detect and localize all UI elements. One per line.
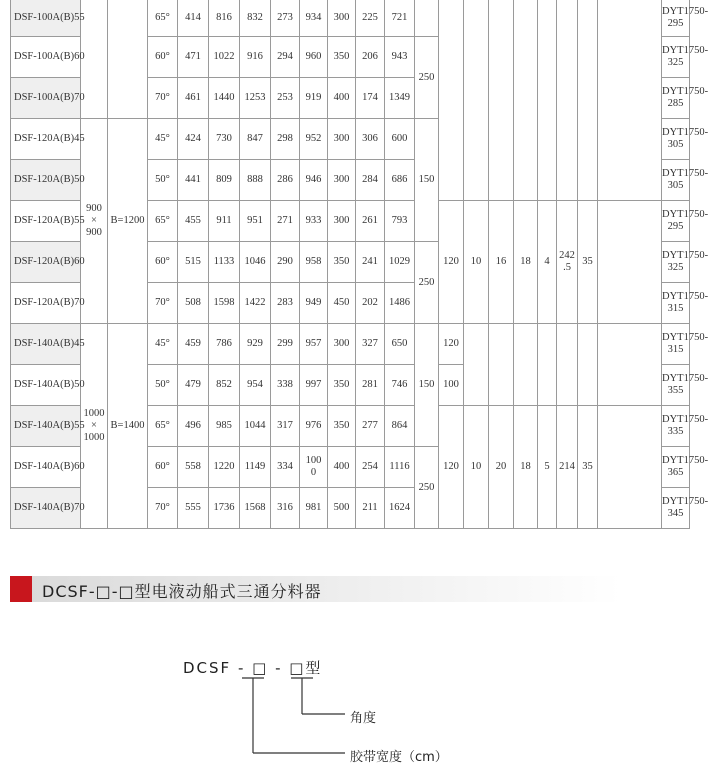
value-cell: 1736 [209, 488, 240, 529]
value-cell: 949 [300, 283, 328, 324]
value-cell: 793 [385, 201, 415, 242]
angle-cell: 65° [148, 406, 178, 447]
value-cell: 500 [328, 488, 356, 529]
value-cell: 985 [209, 406, 240, 447]
section-header [10, 576, 689, 602]
empty-cell [415, 0, 439, 37]
empty-cell [538, 324, 557, 406]
motor-code-cell: DYT1750-345 [662, 488, 690, 529]
motor-code-cell: DYT1750-305 [662, 160, 690, 201]
model-cell: DSF-140A(B)55 [11, 406, 81, 447]
value-cell: 316 [271, 488, 300, 529]
empty-cell [598, 0, 662, 201]
empty-cell [538, 0, 557, 201]
value-cell: 281 [356, 365, 385, 406]
value-cell: 299 [271, 324, 300, 365]
value-cell: 424 [178, 119, 209, 160]
value-cell: 888 [240, 160, 271, 201]
value-cell: 786 [209, 324, 240, 365]
value-cell: 455 [178, 201, 209, 242]
spec-cell: 16 [489, 201, 514, 324]
value-cell: 686 [385, 160, 415, 201]
spec-cell: 35 [578, 406, 598, 529]
value-cell: 284 [356, 160, 385, 201]
spec-cell: 120 [439, 201, 464, 324]
spec-cell: 4 [538, 201, 557, 324]
value-cell: 558 [178, 447, 209, 488]
motor-code-cell: DYT1750-325 [662, 242, 690, 283]
value-cell: 746 [385, 365, 415, 406]
model-cell: DSF-140A(B)70 [11, 488, 81, 529]
angle-cell: 50° [148, 160, 178, 201]
value-cell: 981 [300, 488, 328, 529]
value-cell: 300 [328, 201, 356, 242]
value-cell: 1046 [240, 242, 271, 283]
angle-cell: 65° [148, 0, 178, 37]
value-cell: 273 [271, 0, 300, 37]
motor-code-cell: DYT1750-315 [662, 283, 690, 324]
value-cell: 816 [209, 0, 240, 37]
model-code: DCSF - □ - □型 [183, 659, 323, 677]
value-cell: 261 [356, 201, 385, 242]
value-cell: 206 [356, 37, 385, 78]
angle-cell: 60° [148, 447, 178, 488]
value-cell: 174 [356, 78, 385, 119]
empty-cell [557, 324, 578, 406]
model-cell: DSF-140A(B)45 [11, 324, 81, 365]
table-row [11, 324, 690, 365]
angle-cell: 70° [148, 488, 178, 529]
value-cell: 241 [356, 242, 385, 283]
table-row [11, 0, 690, 37]
angle-cell: 65° [148, 201, 178, 242]
spec-cell: 120 [439, 324, 464, 365]
empty-cell [108, 0, 148, 119]
label-angle: 角度 [350, 711, 377, 726]
value-cell: 254 [356, 447, 385, 488]
value-cell: 809 [209, 160, 240, 201]
model-cell: DSF-120A(B)60 [11, 242, 81, 283]
value-cell: 271 [271, 201, 300, 242]
value-cell: 350 [328, 406, 356, 447]
value-cell: 1044 [240, 406, 271, 447]
value-cell: 1029 [385, 242, 415, 283]
spec-cell: 35 [578, 201, 598, 324]
empty-cell [598, 201, 662, 324]
value-cell: 277 [356, 406, 385, 447]
value-cell: 350 [328, 365, 356, 406]
value-cell: 350 [328, 242, 356, 283]
value-cell: 294 [271, 37, 300, 78]
value-cell: 952 [300, 119, 328, 160]
value-cell: 919 [300, 78, 328, 119]
motor-code-cell: DYT1750-295 [662, 201, 690, 242]
angle-cell: 60° [148, 242, 178, 283]
empty-cell [598, 324, 662, 406]
value-cell: 650 [385, 324, 415, 365]
motor-code-cell: DYT1750-305 [662, 119, 690, 160]
value-cell: 327 [356, 324, 385, 365]
value-cell: 479 [178, 365, 209, 406]
value-cell: 1624 [385, 488, 415, 529]
motor-code-cell: DYT1750-325 [662, 37, 690, 78]
value-cell: 1349 [385, 78, 415, 119]
spec-cell: 242 .5 [557, 201, 578, 324]
size-cell: 900 × 900 [81, 119, 108, 324]
value-cell: 300 [328, 0, 356, 37]
value-cell: 958 [300, 242, 328, 283]
value-cell: 951 [240, 201, 271, 242]
empty-cell [578, 324, 598, 406]
value-cell: 100 0 [300, 447, 328, 488]
model-cell: DSF-100A(B)70 [11, 78, 81, 119]
angle-cell: 45° [148, 324, 178, 365]
spec-cell: 5 [538, 406, 557, 529]
value-cell: 286 [271, 160, 300, 201]
value-cell: 202 [356, 283, 385, 324]
empty-cell [489, 0, 514, 201]
empty-cell [557, 0, 578, 201]
value-cell: 338 [271, 365, 300, 406]
value-cell: 911 [209, 201, 240, 242]
value-cell: 211 [356, 488, 385, 529]
model-cell: DSF-100A(B)55 [11, 0, 81, 37]
value-cell: 350 [328, 37, 356, 78]
value-cell: 496 [178, 406, 209, 447]
code-diagram-lines [240, 676, 350, 760]
value-cell: 864 [385, 406, 415, 447]
value-cell: 1220 [209, 447, 240, 488]
value-cell: 721 [385, 0, 415, 37]
value-cell: 283 [271, 283, 300, 324]
spec-cell: 18 [514, 201, 538, 324]
value-cell: 954 [240, 365, 271, 406]
value-cell: 400 [328, 447, 356, 488]
height-cell: 250 [415, 242, 439, 324]
value-cell: 1133 [209, 242, 240, 283]
motor-code-cell: DYT1750-285 [662, 78, 690, 119]
empty-cell [464, 0, 489, 201]
value-cell: 1440 [209, 78, 240, 119]
spec-cell: 20 [489, 406, 514, 529]
value-cell: 847 [240, 119, 271, 160]
empty-cell [489, 324, 514, 406]
belt-cell: B=1200 [108, 119, 148, 324]
section-marker [10, 576, 32, 602]
value-cell: 933 [300, 201, 328, 242]
value-cell: 317 [271, 406, 300, 447]
value-cell: 1149 [240, 447, 271, 488]
value-cell: 334 [271, 447, 300, 488]
value-cell: 1116 [385, 447, 415, 488]
empty-cell [514, 324, 538, 406]
angle-cell: 45° [148, 119, 178, 160]
value-cell: 306 [356, 119, 385, 160]
value-cell: 300 [328, 324, 356, 365]
empty-cell [598, 406, 662, 529]
value-cell: 934 [300, 0, 328, 37]
value-cell: 929 [240, 324, 271, 365]
value-cell: 441 [178, 160, 209, 201]
height-cell: 150 [415, 324, 439, 447]
value-cell: 946 [300, 160, 328, 201]
value-cell: 943 [385, 37, 415, 78]
spec-table [10, 0, 708, 529]
motor-code-cell: DYT1750-335 [662, 406, 690, 447]
model-cell: DSF-120A(B)55 [11, 201, 81, 242]
model-cell: DSF-120A(B)70 [11, 283, 81, 324]
height-cell: 150 [415, 119, 439, 242]
value-cell: 997 [300, 365, 328, 406]
value-cell: 1253 [240, 78, 271, 119]
value-cell: 960 [300, 37, 328, 78]
value-cell: 730 [209, 119, 240, 160]
value-cell: 300 [328, 160, 356, 201]
spec-cell: 18 [514, 406, 538, 529]
belt-cell: B=1400 [108, 324, 148, 529]
model-cell: DSF-100A(B)60 [11, 37, 81, 78]
spec-cell: 10 [464, 201, 489, 324]
angle-cell: 70° [148, 78, 178, 119]
model-cell: DSF-140A(B)50 [11, 365, 81, 406]
empty-cell [464, 324, 489, 406]
value-cell: 976 [300, 406, 328, 447]
angle-cell: 60° [148, 37, 178, 78]
height-cell: 250 [415, 37, 439, 119]
value-cell: 916 [240, 37, 271, 78]
motor-code-cell: DYT1750-365 [662, 447, 690, 488]
spec-cell: 10 [464, 406, 489, 529]
value-cell: 1422 [240, 283, 271, 324]
motor-code-cell: DYT1750-355 [662, 365, 690, 406]
value-cell: 253 [271, 78, 300, 119]
value-cell: 414 [178, 0, 209, 37]
value-cell: 508 [178, 283, 209, 324]
motor-code-cell: DYT1750-295 [662, 0, 690, 37]
value-cell: 832 [240, 0, 271, 37]
value-cell: 1598 [209, 283, 240, 324]
value-cell: 450 [328, 283, 356, 324]
value-cell: 298 [271, 119, 300, 160]
value-cell: 515 [178, 242, 209, 283]
spec-cell: 214 [557, 406, 578, 529]
value-cell: 1022 [209, 37, 240, 78]
value-cell: 400 [328, 78, 356, 119]
value-cell: 461 [178, 78, 209, 119]
empty-cell [578, 0, 598, 201]
model-cell: DSF-140A(B)60 [11, 447, 81, 488]
value-cell: 555 [178, 488, 209, 529]
section-title: DCSF-□-□型电液动船式三通分料器 [42, 582, 322, 601]
angle-cell: 50° [148, 365, 178, 406]
empty-cell [514, 0, 538, 201]
value-cell: 225 [356, 0, 385, 37]
model-cell: DSF-120A(B)45 [11, 119, 81, 160]
spec-cell: 100 [439, 365, 464, 406]
value-cell: 852 [209, 365, 240, 406]
model-cell: DSF-120A(B)50 [11, 160, 81, 201]
value-cell: 459 [178, 324, 209, 365]
value-cell: 1568 [240, 488, 271, 529]
value-cell: 300 [328, 119, 356, 160]
value-cell: 471 [178, 37, 209, 78]
height-cell: 250 [415, 447, 439, 529]
empty-cell [439, 0, 464, 201]
size-cell: 1000 × 1000 [81, 324, 108, 529]
value-cell: 600 [385, 119, 415, 160]
value-cell: 1486 [385, 283, 415, 324]
value-cell: 957 [300, 324, 328, 365]
value-cell: 290 [271, 242, 300, 283]
spec-cell: 120 [439, 406, 464, 529]
motor-code-cell: DYT1750-315 [662, 324, 690, 365]
angle-cell: 70° [148, 283, 178, 324]
label-belt-width: 胶带宽度（cm） [350, 750, 448, 765]
